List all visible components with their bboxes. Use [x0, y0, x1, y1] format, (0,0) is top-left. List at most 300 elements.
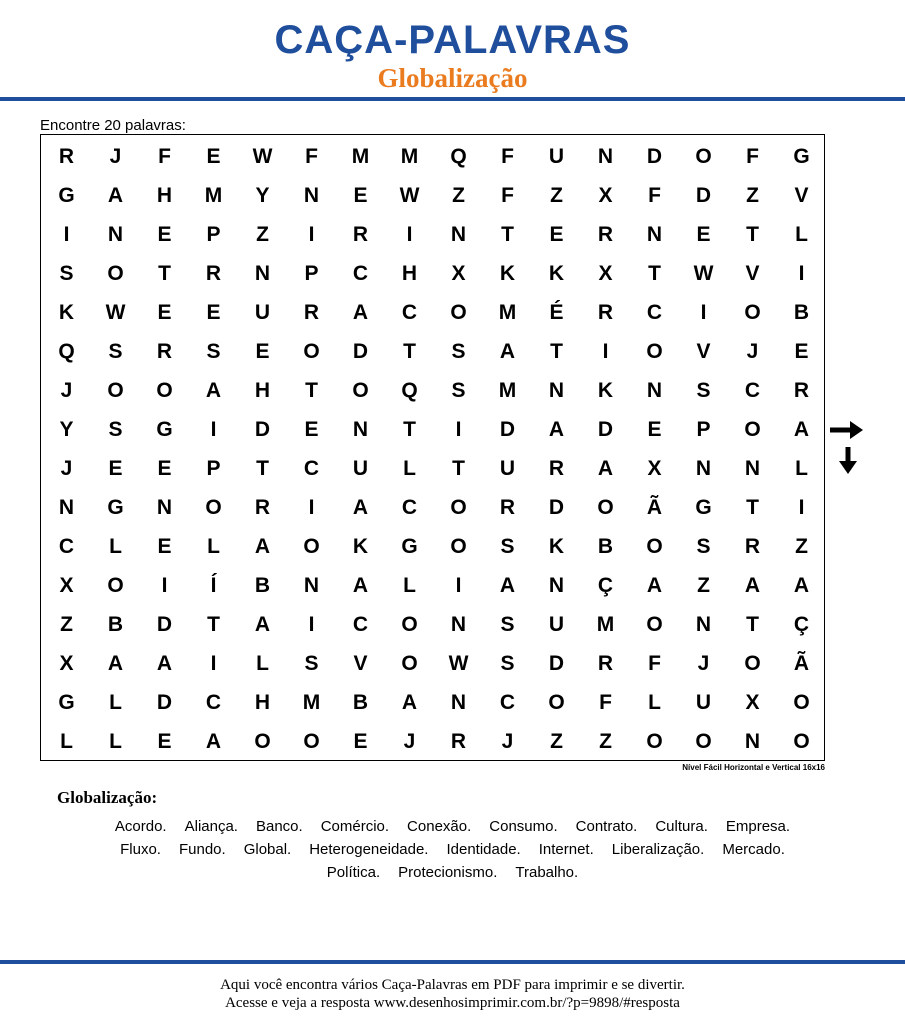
grid-letter: C: [352, 613, 369, 636]
grid-letter: D: [597, 418, 614, 441]
footer-line-1: Aqui você encontra vários Caça-Palavras em PDF para imprimir e se divertir.: [220, 977, 685, 993]
grid-letter: Z: [452, 184, 465, 207]
grid-letter: I: [602, 340, 609, 363]
grid-letter: É: [549, 301, 564, 324]
grid-letter: A: [401, 691, 418, 714]
grid-letter: Z: [795, 535, 808, 558]
grid-letter: E: [549, 223, 564, 246]
grid-letter: O: [646, 613, 663, 636]
grid-row: [41, 293, 824, 332]
grid-letter: Ã: [793, 652, 810, 675]
grid-letter: A: [597, 457, 614, 480]
grid-letter: O: [107, 262, 124, 285]
arrow-right-icon: [830, 420, 864, 440]
word-list-item: Internet.: [538, 841, 594, 858]
grid-letter: O: [548, 691, 565, 714]
grid-letter: C: [352, 262, 369, 285]
grid-letter: U: [548, 613, 565, 636]
grid-letter: S: [304, 652, 319, 675]
word-list-item: Fundo.: [178, 841, 226, 858]
grid-letter: N: [254, 262, 271, 285]
grid-letter: H: [156, 184, 173, 207]
grid-letter: N: [744, 730, 761, 753]
grid-letter: A: [352, 301, 369, 324]
grid-letter: W: [693, 262, 714, 285]
grid-letter: A: [156, 652, 173, 675]
grid-letter: C: [303, 457, 320, 480]
grid-letter: I: [308, 496, 315, 519]
grid-letter: C: [646, 301, 663, 324]
grid-letter: N: [303, 184, 320, 207]
grid-letter: U: [352, 457, 369, 480]
word-list-item: Comércio.: [320, 818, 390, 835]
grid-letter: B: [352, 691, 369, 714]
grid-letter: A: [548, 418, 565, 441]
grid-letter: H: [254, 379, 271, 402]
grid-letter: Z: [697, 574, 710, 597]
grid-letter: O: [646, 730, 663, 753]
grid-letter: O: [793, 730, 810, 753]
grid-letter: I: [700, 301, 707, 324]
grid-letter: N: [695, 613, 712, 636]
grid-letter: Y: [59, 418, 74, 441]
grid-letter: T: [158, 262, 171, 285]
grid-letter: I: [308, 223, 315, 246]
grid-letter: N: [58, 496, 75, 519]
top-divider: [0, 97, 905, 101]
grid-letter: G: [58, 184, 75, 207]
word-list-item: Política.: [326, 864, 381, 881]
grid-letter: R: [156, 340, 173, 363]
grid-letter: R: [597, 652, 614, 675]
grid-letter: T: [403, 340, 416, 363]
grid-letter: O: [450, 535, 467, 558]
grid-letter: E: [353, 184, 368, 207]
word-list-item: Mercado.: [722, 841, 785, 858]
grid-letter: M: [351, 145, 370, 168]
grid-row: [41, 644, 824, 683]
grid-letter: M: [498, 379, 517, 402]
grid-letter: E: [206, 301, 221, 324]
grid-letter: O: [597, 496, 614, 519]
grid-letter: A: [205, 730, 222, 753]
grid-letter: R: [352, 223, 369, 246]
grid-letter: O: [205, 496, 222, 519]
grid-letter: O: [695, 145, 712, 168]
grid-letter: C: [744, 379, 761, 402]
grid-letter: R: [499, 496, 516, 519]
grid-letter: N: [107, 223, 124, 246]
grid-letter: O: [450, 496, 467, 519]
grid-letter: O: [646, 535, 663, 558]
grid-letter: J: [403, 730, 416, 753]
grid-letter: S: [696, 379, 711, 402]
grid-letter: M: [204, 184, 223, 207]
footer-line-2: Acesse e veja a resposta www.desenhosimprimir.com.br/?p=9898/#resposta: [225, 995, 680, 1011]
grid-letter: M: [596, 613, 615, 636]
grid-letter: W: [252, 145, 273, 168]
grid-letter: E: [157, 730, 172, 753]
grid-letter: F: [599, 691, 612, 714]
grid-letter: T: [648, 262, 661, 285]
grid-row: [41, 137, 824, 176]
grid-row: [41, 722, 824, 761]
word-list-title: Globalização:: [57, 788, 158, 807]
grid-letter: R: [597, 301, 614, 324]
grid-letter: O: [695, 730, 712, 753]
grid-letter: A: [499, 340, 516, 363]
bottom-divider: [0, 960, 905, 964]
grid-letter: G: [793, 145, 810, 168]
word-list-item: Banco.: [255, 818, 303, 835]
word-list-item: Empresa.: [725, 818, 791, 835]
grid-letter: S: [108, 418, 123, 441]
grid-letter: M: [498, 301, 517, 324]
grid-letter: O: [450, 301, 467, 324]
grid-letter: R: [597, 223, 614, 246]
grid-letter: F: [158, 145, 171, 168]
grid-letter: D: [548, 496, 565, 519]
word-list-item: Conexão.: [407, 818, 472, 835]
grid-letter: T: [403, 418, 416, 441]
grid-letter: E: [108, 457, 123, 480]
grid-letter: P: [206, 457, 221, 480]
grid-letter: U: [695, 691, 712, 714]
grid-letter: L: [207, 535, 220, 558]
grid-letter: V: [794, 184, 809, 207]
grid-letter: K: [352, 535, 369, 558]
grid-letter: C: [401, 496, 418, 519]
grid-letter: N: [744, 457, 761, 480]
grid-letter: M: [400, 145, 419, 168]
grid-letter: O: [303, 340, 320, 363]
grid-letter: N: [303, 574, 320, 597]
grid-letter: O: [744, 301, 761, 324]
grid-row: [41, 215, 824, 254]
grid-letter: K: [499, 262, 516, 285]
grid-letter: T: [550, 340, 563, 363]
grid-letter: C: [401, 301, 418, 324]
grid-letter: N: [597, 145, 614, 168]
grid-letter: E: [157, 457, 172, 480]
grid-letter: L: [109, 730, 122, 753]
grid-letter: L: [256, 652, 269, 675]
grid-row: [41, 566, 824, 605]
grid-letter: Q: [58, 340, 75, 363]
grid-letter: U: [548, 145, 565, 168]
grid-letter: E: [304, 418, 319, 441]
grid-letter: L: [109, 535, 122, 558]
grid-letter: B: [597, 535, 614, 558]
grid-letter: D: [254, 418, 271, 441]
grid-letter: D: [156, 691, 173, 714]
grid-letter: N: [646, 223, 663, 246]
grid-letter: O: [401, 652, 418, 675]
grid-letter: I: [455, 574, 462, 597]
grid-letter: S: [59, 262, 74, 285]
grid-letter: A: [352, 496, 369, 519]
grid-letter: G: [156, 418, 173, 441]
grid-letter: R: [793, 379, 810, 402]
grid-letter: A: [793, 574, 810, 597]
grid-letter: U: [254, 301, 271, 324]
word-list-item: Global.: [243, 841, 292, 858]
grid-letter: J: [109, 145, 122, 168]
grid-letter: A: [793, 418, 810, 441]
grid-letter: I: [406, 223, 413, 246]
grid-letter: A: [254, 535, 271, 558]
grid-letter: Z: [256, 223, 269, 246]
grid-letter: A: [646, 574, 663, 597]
grid-letter: R: [548, 457, 565, 480]
grid-letter: U: [499, 457, 516, 480]
grid-row: [41, 332, 824, 371]
grid-letter: O: [254, 730, 271, 753]
grid-row: [41, 488, 824, 527]
grid-letter: E: [206, 145, 221, 168]
grid-letter: O: [107, 574, 124, 597]
grid-letter: Y: [255, 184, 270, 207]
grid-letter: L: [403, 574, 416, 597]
word-list-item: Heterogeneidade.: [309, 841, 429, 858]
grid-letter: C: [499, 691, 516, 714]
grid-letter: T: [746, 496, 759, 519]
grid-letter: X: [598, 262, 613, 285]
grid-letter: K: [548, 262, 565, 285]
grid-letter: Ç: [597, 574, 614, 597]
grid-letter: E: [696, 223, 711, 246]
grid-letter: R: [744, 535, 761, 558]
grid-letter: Z: [746, 184, 759, 207]
grid-letter: J: [501, 730, 514, 753]
grid-letter: F: [746, 145, 759, 168]
grid-letter: N: [695, 457, 712, 480]
grid-row: [41, 449, 824, 488]
grid-letter: G: [107, 496, 124, 519]
grid-letter: V: [696, 340, 711, 363]
grid-letter: F: [501, 145, 514, 168]
grid-letter: I: [798, 262, 805, 285]
grid-letter: Z: [60, 613, 73, 636]
grid-letter: L: [403, 457, 416, 480]
grid-letter: J: [60, 379, 73, 402]
grid-letter: X: [59, 652, 74, 675]
grid-letter: Q: [450, 145, 467, 168]
word-list-item: Contrato.: [575, 818, 638, 835]
grid-letter: K: [597, 379, 614, 402]
grid-letter: F: [648, 184, 661, 207]
grid-letter: L: [60, 730, 73, 753]
grid-letter: E: [647, 418, 662, 441]
grid-letter: E: [157, 223, 172, 246]
grid-letter: I: [63, 223, 70, 246]
grid-letter: P: [696, 418, 711, 441]
grid-letter: L: [109, 691, 122, 714]
grid-letter: E: [157, 301, 172, 324]
grid-letter: S: [206, 340, 221, 363]
grid-letter: I: [308, 613, 315, 636]
grid-letter: T: [305, 379, 318, 402]
grid-row: [41, 683, 824, 722]
grid-letter: D: [352, 340, 369, 363]
grid-letter: T: [256, 457, 269, 480]
word-list-line-3: [0, 864, 905, 882]
grid-letter: G: [401, 535, 418, 558]
grid-letter: J: [746, 340, 759, 363]
grid-row: [41, 527, 824, 566]
word-list-item: Aliança.: [184, 818, 238, 835]
grid-letter: S: [451, 379, 466, 402]
grid-row: [41, 176, 824, 215]
grid-letter: M: [302, 691, 321, 714]
grid-letter: W: [448, 652, 469, 675]
word-list-item: Fluxo.: [120, 841, 161, 858]
grid-letter: J: [697, 652, 710, 675]
grid-letter: R: [450, 730, 467, 753]
grid-letter: O: [401, 613, 418, 636]
grid-letter: I: [210, 418, 217, 441]
grid-letter: X: [647, 457, 662, 480]
grid-letter: A: [499, 574, 516, 597]
grid-letter: X: [59, 574, 74, 597]
grid-letter: T: [501, 223, 514, 246]
grid-letter: O: [793, 691, 810, 714]
word-list-item: Identidade.: [446, 841, 521, 858]
grid-letter: Z: [550, 730, 563, 753]
word-list-item: Trabalho.: [515, 864, 579, 881]
grid-letter: T: [746, 223, 759, 246]
grid-letter: Z: [550, 184, 563, 207]
grid-letter: R: [254, 496, 271, 519]
grid-letter: N: [548, 574, 565, 597]
grid-letter: F: [501, 184, 514, 207]
word-list-item: Protecionismo.: [398, 864, 498, 881]
grid-letter: N: [352, 418, 369, 441]
word-list-item: Acordo.: [114, 818, 167, 835]
arrow-down-icon: [838, 447, 858, 475]
grid-letter: N: [156, 496, 173, 519]
grid-letter: C: [58, 535, 75, 558]
grid-letter: I: [161, 574, 168, 597]
grid-letter: T: [746, 613, 759, 636]
grid-letter: J: [60, 457, 73, 480]
word-list-item: Liberalização.: [611, 841, 705, 858]
grid-letter: T: [207, 613, 220, 636]
grid-letter: X: [598, 184, 613, 207]
grid-letter: I: [798, 496, 805, 519]
grid-letter: L: [795, 457, 808, 480]
grid-letter: A: [352, 574, 369, 597]
grid-letter: A: [107, 184, 124, 207]
grid-letter: O: [744, 652, 761, 675]
grid-letter: O: [156, 379, 173, 402]
grid-letter: S: [451, 340, 466, 363]
grid-letter: A: [107, 652, 124, 675]
grid-letter: E: [794, 340, 809, 363]
grid-letter: O: [303, 535, 320, 558]
grid-letter: L: [648, 691, 661, 714]
grid-letter: F: [648, 652, 661, 675]
grid-letter: R: [303, 301, 320, 324]
grid-row: [41, 605, 824, 644]
grid-letter: O: [107, 379, 124, 402]
grid-letter: R: [58, 145, 75, 168]
grid-letter: C: [205, 691, 222, 714]
grid-letter: V: [745, 262, 760, 285]
grid-letter: L: [795, 223, 808, 246]
grid-letter: X: [451, 262, 466, 285]
grid-letter: B: [793, 301, 810, 324]
grid-letter: G: [695, 496, 712, 519]
grid-letter: I: [210, 652, 217, 675]
word-list-item: Cultura.: [655, 818, 708, 835]
grid-letter: W: [399, 184, 420, 207]
grid-letter: Z: [599, 730, 612, 753]
grid-letter: S: [500, 652, 515, 675]
grid-letter: K: [548, 535, 565, 558]
page-title: CAÇA-PALAVRAS: [274, 18, 631, 62]
word-list-item: Consumo.: [489, 818, 558, 835]
grid-letter: E: [255, 340, 270, 363]
grid-letter: E: [157, 535, 172, 558]
grid-letter: N: [450, 223, 467, 246]
page-subtitle: Globalização: [377, 63, 528, 93]
grid-letter: D: [695, 184, 712, 207]
grid-letter: D: [499, 418, 516, 441]
grid-letter: T: [452, 457, 465, 480]
grid-row: [41, 410, 824, 449]
grid-letter: S: [500, 535, 515, 558]
grid-letter: Ã: [646, 496, 663, 519]
grid-letter: K: [58, 301, 75, 324]
grid-letter: B: [107, 613, 124, 636]
grid-letter: D: [548, 652, 565, 675]
grid-letter: N: [548, 379, 565, 402]
grid-letter: P: [304, 262, 319, 285]
grid-letter: W: [105, 301, 126, 324]
grid-letter: E: [353, 730, 368, 753]
grid-letter: D: [646, 145, 663, 168]
grid-letter: H: [401, 262, 418, 285]
grid-letter: N: [646, 379, 663, 402]
grid-letter: Í: [210, 574, 217, 597]
grid-row: [41, 371, 824, 410]
grid-letter: F: [305, 145, 318, 168]
grid-letter: B: [254, 574, 271, 597]
word-list-line-2: [0, 841, 905, 859]
grid-letter: G: [58, 691, 75, 714]
grid-letter: D: [156, 613, 173, 636]
grid-letter: X: [745, 691, 760, 714]
grid-letter: H: [254, 691, 271, 714]
grid-letter: N: [450, 613, 467, 636]
word-search-grid: [40, 134, 825, 761]
grid-letter: A: [744, 574, 761, 597]
grid-letter: A: [254, 613, 271, 636]
grid-letter: O: [744, 418, 761, 441]
grid-letter: N: [450, 691, 467, 714]
word-list-line-1: [0, 818, 905, 836]
grid-letter: R: [205, 262, 222, 285]
grid-letter: Q: [401, 379, 418, 402]
grid-row: [41, 254, 824, 293]
level-label: Nível Fácil Horizontal e Vertical 16x16: [682, 763, 825, 772]
grid-letter: S: [500, 613, 515, 636]
grid-letter: P: [206, 223, 221, 246]
grid-letter: V: [353, 652, 368, 675]
instruction-text: Encontre 20 palavras:: [40, 117, 186, 134]
grid-letter: Ç: [793, 613, 810, 636]
